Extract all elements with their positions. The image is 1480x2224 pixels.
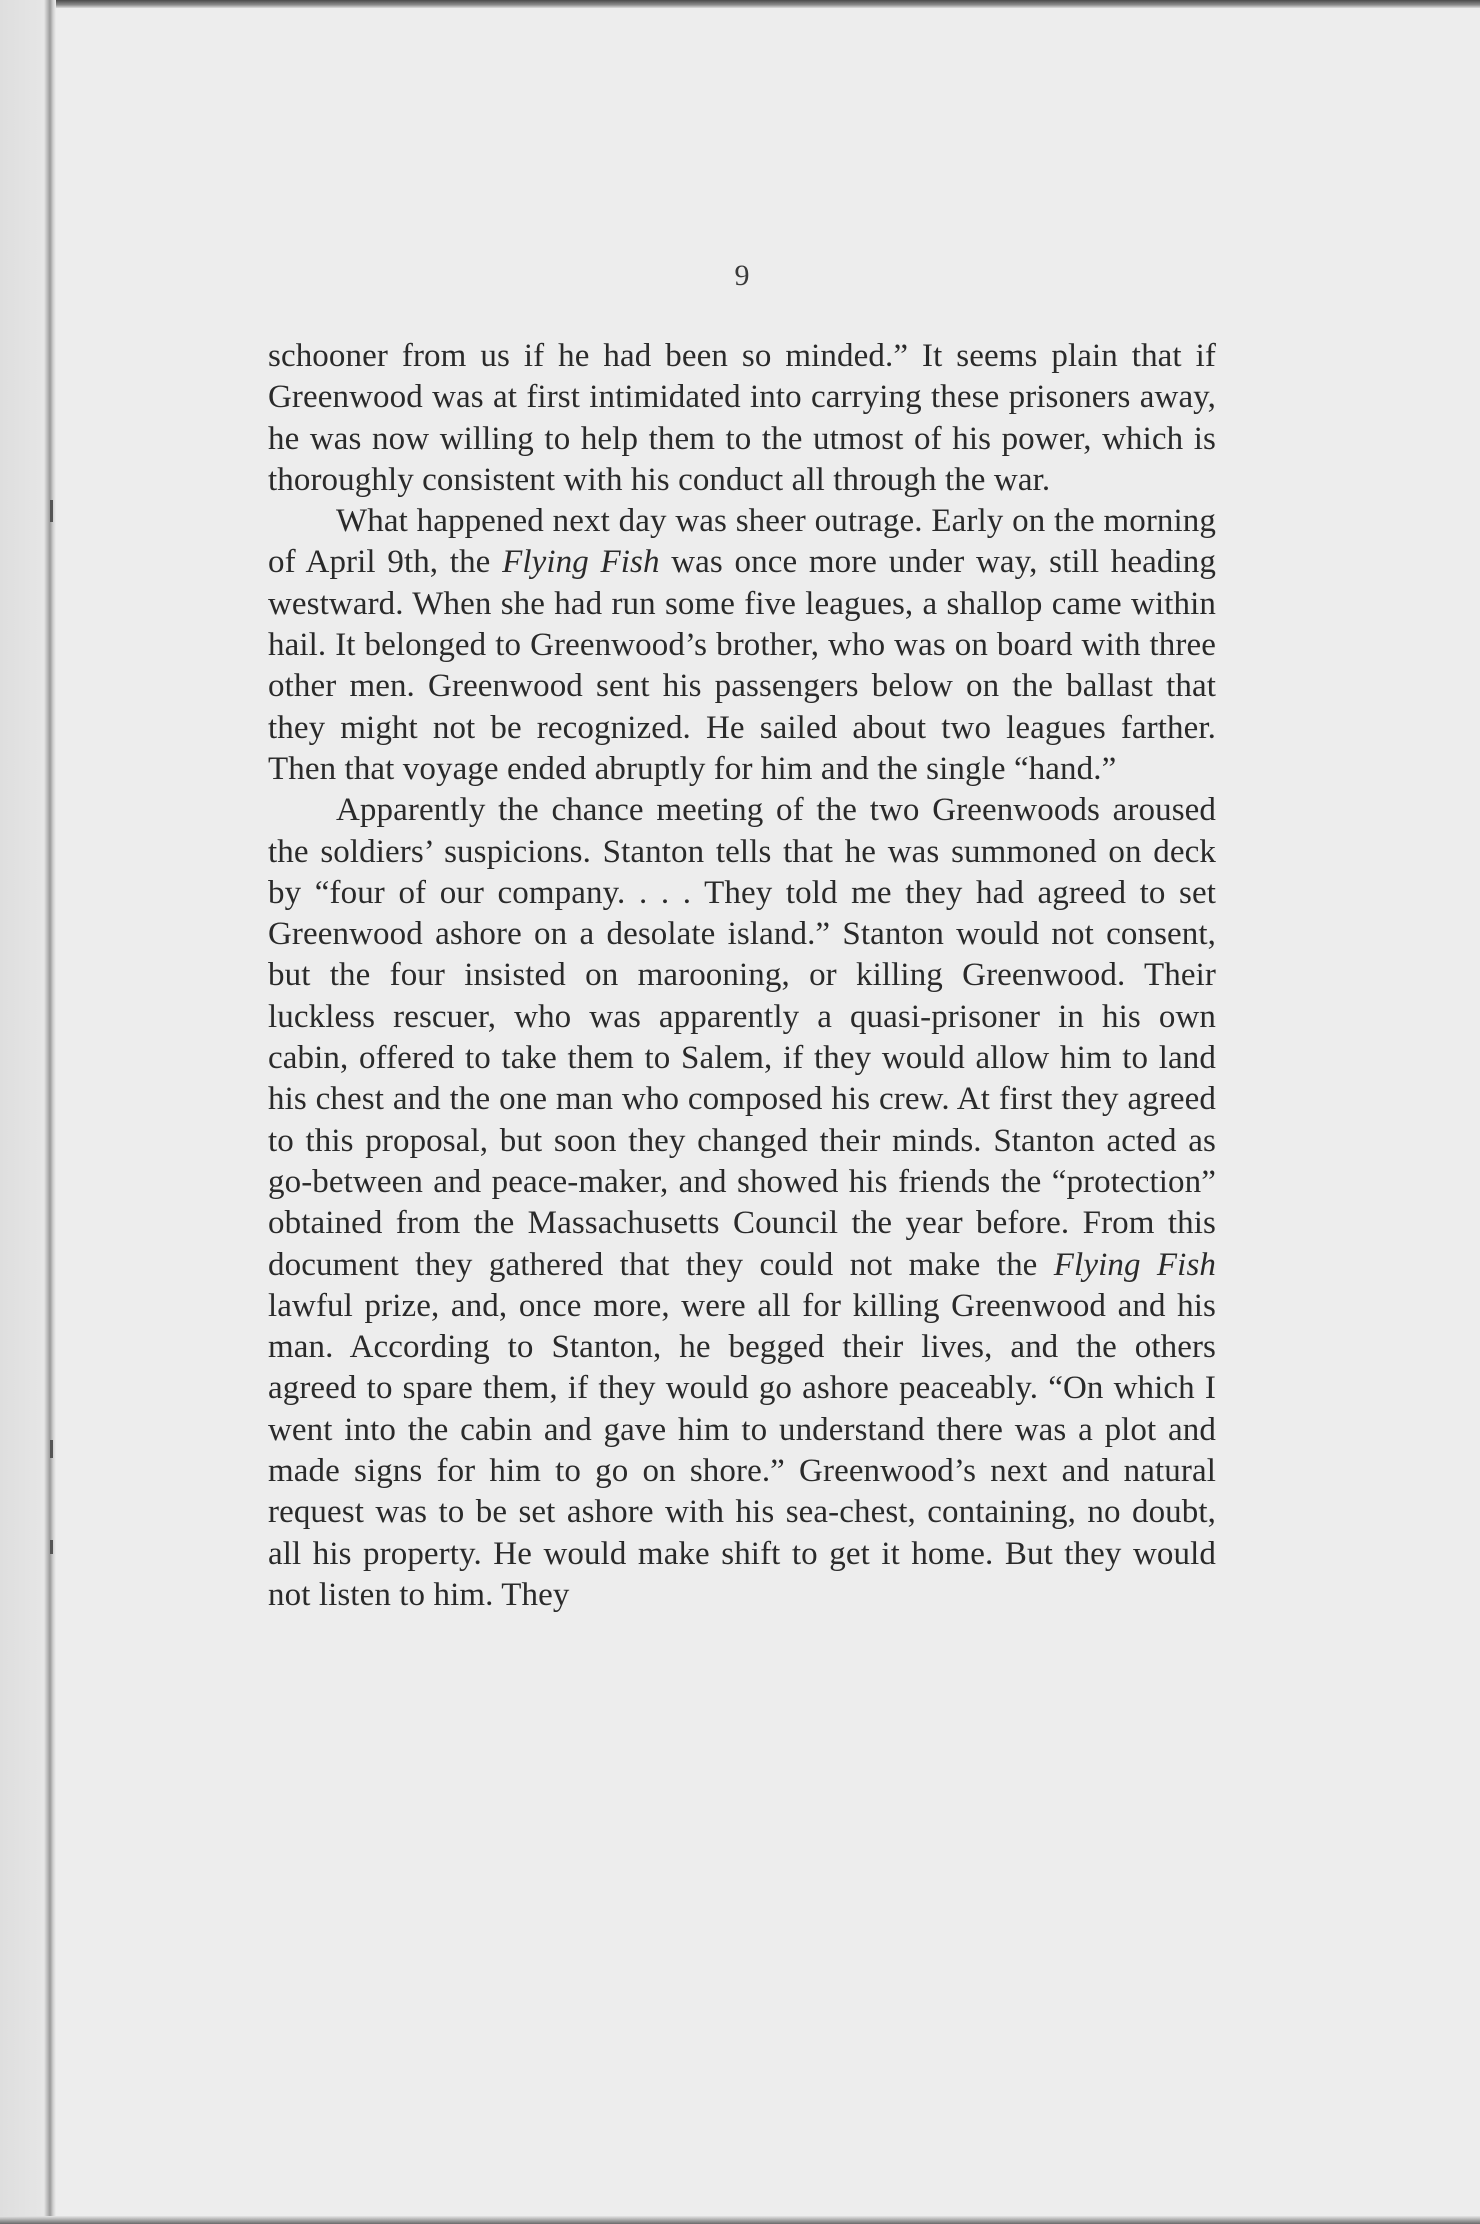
italic-ship-name: Flying Fish bbox=[1053, 1246, 1216, 1283]
text-run: What happened next day was sheer outrage. Early on the morning of April 9th, the bbox=[268, 503, 1216, 581]
page-number: 9 bbox=[734, 259, 750, 292]
paragraph bbox=[268, 336, 1216, 501]
text-run: was once more under way, still heading westward. When she had run some five leagues, a shallop came within hail. It belonged to Greenwood’s brother, who was on board with three other men. Greenwood sent his passengers below on the ballast that they might not be recognized. He sailed about two leagues farther. Then that voyage ended abruptly for him and the single “hand.” bbox=[268, 544, 1216, 787]
margin-mark bbox=[50, 500, 53, 522]
scan-bottom-edge bbox=[0, 2216, 1480, 2224]
text-run: lawful prize, and, once more, were all for killing Greenwood and his man. According to Stanton, he begged their lives, and the others agreed to spare them, if they would go ashore peaceably. “On which I went into the cabin and gave him to understand there was a plot and made signs for him to go on shore.” Greenwood’s next and natural request was to be set ashore with his sea-chest, containing, no doubt, all his property. He would make shift to get it home. But they would not listen to him. They bbox=[268, 1287, 1216, 1613]
margin-mark bbox=[50, 1440, 53, 1458]
scan-top-edge bbox=[0, 0, 1480, 8]
italic-ship-name: Flying Fish bbox=[502, 544, 660, 581]
book-page bbox=[268, 256, 1216, 1616]
scan-left-edge bbox=[0, 0, 56, 2224]
text-run: Apparently the chance meeting of the two Greenwoods aroused the soldiers’ suspicions. Stanton tells that he was summoned on deck by “four of our company. . . . They told me they had agreed to set Greenwood ashore on a desolate island.” Stanton would not consent, but the four insisted on marooning, or killing Greenwood. Their luckless rescuer, who was apparently a quasi-prisoner in his own cabin, offered to take them to Salem, if they would allow him to land his chest and the one man who composed his crew. At first they agreed to this proposal, but soon they changed their minds. Stanton acted as go-between and peace-maker, and showed his friends the “protection” obtained from the Massachusetts Council the year before. From this document they gathered that they could not make the bbox=[268, 792, 1216, 1283]
paragraph bbox=[268, 501, 1216, 790]
paragraph bbox=[268, 790, 1216, 1616]
text-run: schooner from us if he had been so minded.” It seems plain that if Greenwood was at first intimidated into carrying these prisoners away, he was now willing to help them to the utmost of his power, which is thoroughly consistent with his conduct all through the war. bbox=[268, 338, 1216, 498]
body-text bbox=[268, 336, 1216, 1616]
margin-mark bbox=[50, 1540, 53, 1554]
